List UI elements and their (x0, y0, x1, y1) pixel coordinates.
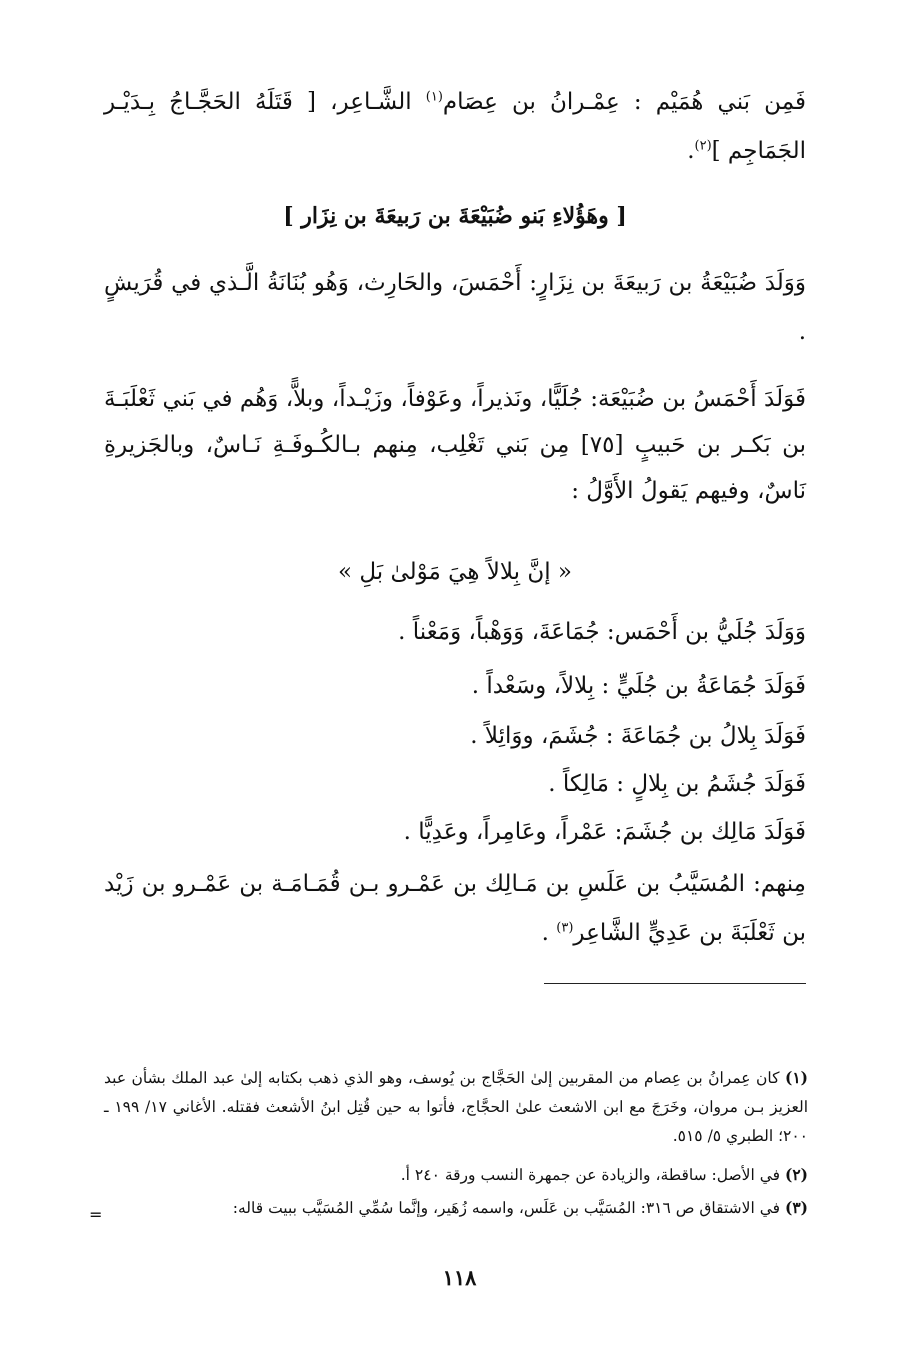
paragraph-text: مِنهم: المُسَيَّبُ بن عَلَسِ بن مَـالِك بن عَمْـرو بـن قُمَـامَـة بن عَمْـرو بن زَيْد بن ثَعْلَبَةَ بن عَدِيٍّ الشَّاعِر (104, 871, 806, 946)
footnote-text: كان عِمرانُ بن عِصام من المقربين إلىٰ الحَجَّاج بن يُوسف، وهو الذي ذهب بكتابه إلىٰ عبد الملك بشأن عبد العزيز بـن مروان، وخَرَجَ مع ابن الاشعث علىٰ الحجَّاج، فأتوا به حين قُتِل ابنُ الأشعث فقتله. الأغاني ١٧/ ١٩٩ ـ ٢٠٠؛ الطبري ٥/ ٥١٥. (104, 1069, 809, 1145)
paragraph-text-cont: الشَّـاعِر، [ قَتَلَهُ الحَجَّـاجُ بِـدَيْـر الجَمَاجِم ] (104, 89, 806, 164)
footnote-3 (120, 1193, 808, 1223)
genealogy-line-4: فَوَلَدَ جُشَمُ بن بِلالٍ : مَالِكاً . (548, 771, 806, 797)
footnote-text: في الاشتقاق ص ٣١٦: المُسَيَّب بن عَلَس، واسمه زُهَير، وإنَّما سُمِّي المُسَيَّب ببيت قاله: (232, 1199, 781, 1217)
verse-quote: « إنَّ بِلالاً هِيَ مَوْلىٰ بَلِ » (337, 559, 573, 585)
genealogy-line-5: فَوَلَدَ مَالِك بن جُشَمَ: عَمْراً، وعَامِراً، وعَدِيًّا . (403, 819, 806, 845)
footnote-text: في الأصل: ساقطة، والزيادة عن جمهرة النسب ورقة ٢٤٠ أ. (400, 1166, 781, 1184)
footnote-number: (١) (784, 1068, 808, 1087)
genealogy-line-3: فَوَلَدَ بِلالُ بن جُمَاعَةَ : جُشَمَ، ووَائِلاً . (470, 723, 806, 749)
footnote-ref-2[interactable]: (٢) (694, 138, 712, 154)
footnote-ref-1[interactable]: (١) (425, 89, 443, 105)
paragraph-end: . (687, 138, 695, 164)
page-number: ١١٨ (442, 1265, 477, 1290)
footnote-number: (٢) (784, 1165, 808, 1184)
paragraph-musayyab (104, 860, 806, 958)
paragraph-text: فَمِن بَني هُمَيْم : عِمْـرانُ بن عِصَام (442, 89, 806, 115)
paragraph-ahmas: فَوَلَدَ أَحْمَسُ بن ضُبَيْعَة: جُلَيًّا، ونَذيراً، وعَوْفاً، وزَيْـداً، وبلاًّ، وَهُم في بَني ثَعْلَبَـةَ بن بَكـر بن حَبيبٍ [٧٥] مِن بَني تَغْلِب، مِنهم بـالكُـوفَـةِ نَـاسٌ، وبالجَزيرةِ نَاسٌ، وفيهم يَقولُ الأَوَّلُ : (104, 386, 806, 504)
paragraph-end: . (541, 920, 557, 946)
genealogy-line-2: فَوَلَدَ جُمَاعَةُ بن جُلَيٍّ : بِلالاً، وسَعْداً . (471, 673, 806, 699)
paragraph-dubayah: وَوَلَدَ ضُبَيْعَةُ بن رَبيعَةَ بن نِزَارٍ: أَحْمَسَ، والحَارِث، وَهُو بُنَانَةُ الَّـذي في قُرَيشٍ . (104, 270, 806, 345)
genealogy-line-1: وَوَلَدَ جُلَيُّ بن أَحْمَس: جُمَاعَةَ، وَوَهْباً، وَمَعْناً . (398, 619, 806, 645)
continuation-mark: = (89, 1205, 103, 1224)
footnote-2 (104, 1160, 808, 1190)
footnote-1 (104, 1063, 808, 1151)
footnote-separator (544, 983, 806, 984)
footnote-number: (٣) (784, 1198, 808, 1217)
footnote-ref-3[interactable]: (٣) (556, 920, 574, 936)
paragraph-banu-humaym (104, 78, 806, 176)
section-heading: [ وهَؤُلاءِ بَنو ضُبَيْعَةَ بن رَبيعَةَ بن نِزَار ] (283, 203, 627, 229)
